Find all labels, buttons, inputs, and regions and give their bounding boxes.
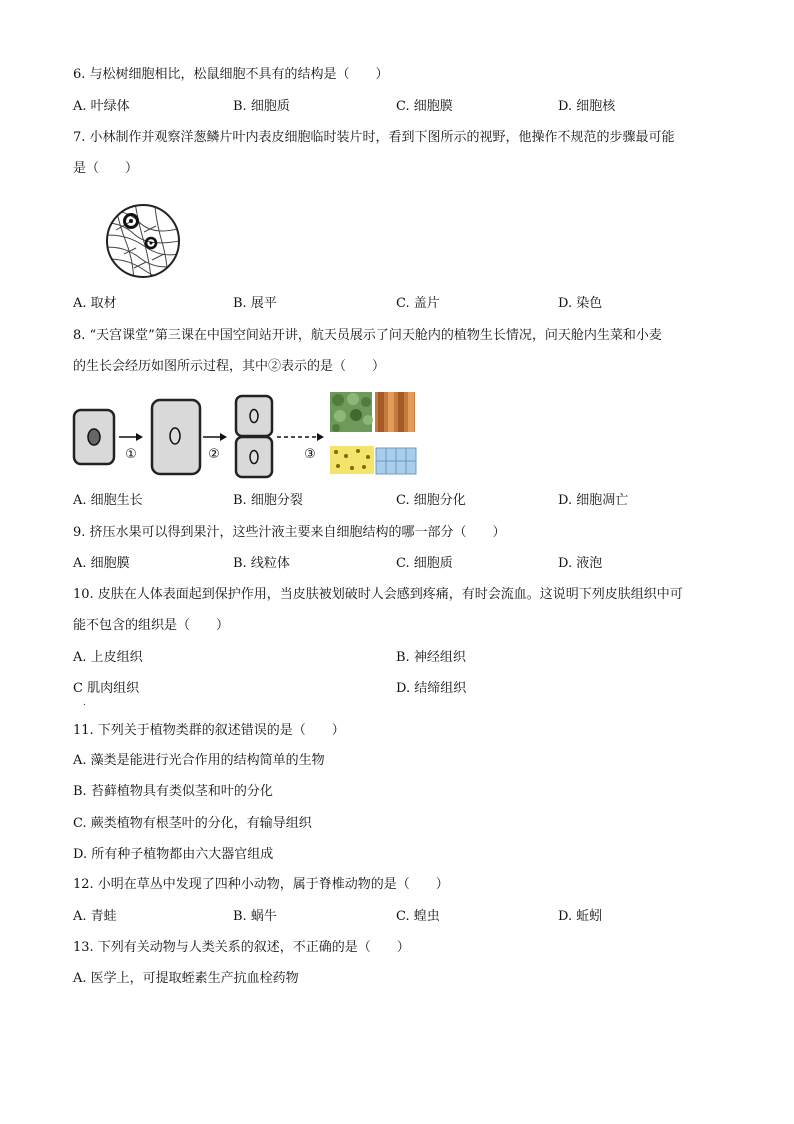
q8-stem-line2: 的生长会经历如图所示过程，其中②表示的是（ ）: [73, 359, 386, 374]
q6-option-a[interactable]: A. 叶绿体: [73, 99, 130, 114]
q9-option-a[interactable]: A. 细胞膜: [73, 556, 130, 571]
cell-process-figure: [72, 390, 422, 482]
q9-option-d[interactable]: D. 液泡: [558, 556, 603, 571]
q6-option-d[interactable]: D. 细胞核: [558, 99, 616, 114]
q12-option-c[interactable]: C. 蝗虫: [396, 909, 440, 924]
q8-option-d[interactable]: D. 细胞凋亡: [558, 493, 629, 508]
q10-option-a[interactable]: A. 上皮组织: [73, 650, 143, 665]
q11-stem: 11. 下列关于植物类群的叙述错误的是（ ）: [73, 723, 345, 738]
q10-stem-line1: 10. 皮肤在人体表面起到保护作用，当皮肤被划破时人会感到疼痛，有时会流血。这说明下列皮肤组织中可: [73, 587, 683, 602]
yellow-tissue: [330, 446, 374, 474]
step-3-label: ③: [304, 447, 316, 462]
q12-stem: 12. 小明在草丛中发现了四种小动物，属于脊椎动物的是（ ）: [73, 877, 449, 892]
q11-option-d[interactable]: D. 所有种子植物都由六大器官组成: [73, 847, 274, 862]
q6-option-c[interactable]: C. 细胞膜: [396, 99, 453, 114]
q8-option-b[interactable]: B. 细胞分裂: [233, 493, 303, 508]
q10-option-d[interactable]: D. 结缔组织: [396, 681, 467, 696]
q11-option-c[interactable]: C. 蕨类植物有根茎叶的分化，有输导组织: [73, 816, 312, 831]
q7-option-a[interactable]: A. 取材: [73, 296, 117, 311]
q13-stem: 13. 下列有关动物与人类关系的叙述，不正确的是（ ）: [73, 940, 410, 955]
q10-stem-line2: 能不包含的组织是（ ）: [73, 618, 230, 633]
q6-option-b[interactable]: B. 细胞质: [233, 99, 290, 114]
microscope-field-figure: [104, 202, 182, 280]
q8-stem-line1: 8. “天宫课堂”第三课在中国空间站开讲，航天员展示了问天舱内的植物生长情况，问天舱内生菜和小麦: [73, 328, 662, 343]
q13-option-a[interactable]: A. 医学上，可提取蛭素生产抗血栓药物: [73, 971, 299, 986]
q7-option-c[interactable]: C. 盖片: [396, 296, 440, 311]
q12-option-b[interactable]: B. 蜗牛: [233, 909, 277, 924]
q7-stem-line2: 是（ ）: [73, 161, 139, 176]
q10-option-b[interactable]: B. 神经组织: [396, 650, 466, 665]
q8-option-a[interactable]: A. 细胞生长: [73, 493, 143, 508]
q11-option-b[interactable]: B. 苔藓植物具有类似茎和叶的分化: [73, 784, 273, 799]
q6-stem: 6. 与松树细胞相比，松鼠细胞不具有的结构是（ ）: [73, 67, 389, 82]
brown-tissue: [375, 392, 415, 432]
q12-option-d[interactable]: D. 蚯蚓: [558, 909, 603, 924]
q8-option-c[interactable]: C. 细胞分化: [396, 493, 466, 508]
q12-option-a[interactable]: A. 青蛙: [73, 909, 117, 924]
q9-stem: 9. 挤压水果可以得到果汁，这些汁液主要来自细胞结构的哪一部分（ ）: [73, 525, 506, 540]
step-2-label: ②: [208, 447, 220, 462]
green-tissue: [330, 392, 373, 432]
q7-stem-line1: 7. 小林制作并观察洋葱鳞片叶内表皮细胞临时装片时，看到下图所示的视野，他操作不规范的步骤最可能: [73, 130, 675, 145]
q7-option-d[interactable]: D. 染色: [558, 296, 603, 311]
step-1-label: ①: [125, 447, 137, 462]
blue-tissue: [376, 448, 416, 474]
q7-option-b[interactable]: B. 展平: [233, 296, 277, 311]
q10-option-c[interactable]: C 肌肉组织: [73, 681, 140, 696]
q9-option-c[interactable]: C. 细胞质: [396, 556, 453, 571]
stray-mark: .: [83, 698, 86, 708]
q11-option-a[interactable]: A. 藻类是能进行光合作用的结构简单的生物: [73, 753, 325, 768]
q9-option-b[interactable]: B. 线粒体: [233, 556, 290, 571]
